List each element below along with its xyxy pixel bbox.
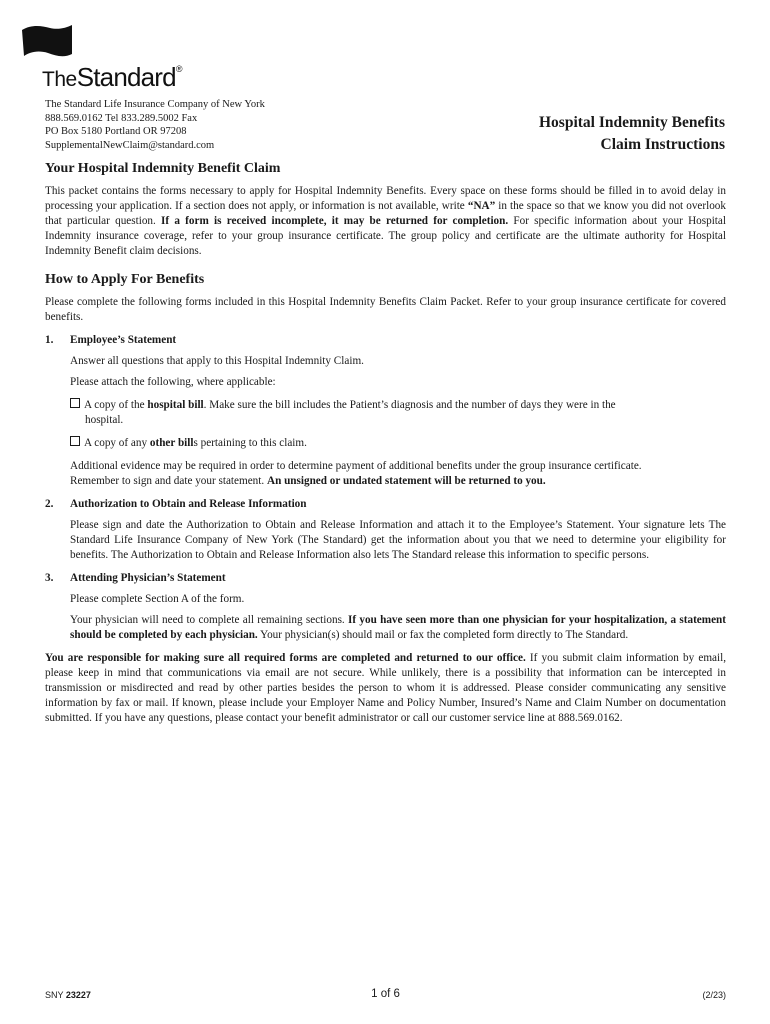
- apply-intro-paragraph: Please complete the following forms included in this Hospital Indemnity Benefits Claim Packet. Refer to your group insurance certificate for covered benefits.: [45, 296, 726, 323]
- checklist-item-hospital-bill: A copy of the hospital bill. Make sure the bill includes the Patient’s diagnosis and the number of days they were in the hospital.: [70, 398, 726, 428]
- company-logo: TheStandard®: [42, 62, 183, 92]
- phone-fax: 888.569.0162 Tel 833.289.5002 Fax: [45, 112, 198, 124]
- po-box: PO Box 5180 Portland OR 97208: [45, 126, 187, 137]
- section-heading-claim: Your Hospital Indemnity Benefit Claim: [45, 161, 281, 176]
- claim-email: SupplementalNewClaim@standard.com: [45, 139, 215, 151]
- checkbox-icon: [70, 436, 80, 446]
- form-number: SNY 23227: [45, 990, 91, 1000]
- page-number: 1 of 6: [371, 988, 400, 1000]
- closing-paragraph: You are responsible for making sure all required forms are completed and returned to our office. If you submit claim information by email, please keep in mind that communications via email are not secure. While unlikely, there is a possibility that information can be intercepted in transmission or misdirected and read by other parties besides the person to whom it is addressed. Please consider communicating any sensitive information by fax or mail. If known, please include your Employer Name and Policy Number, Insured’s Name and Claim Number on documentation submitted. If you have any questions, please contact your benefit administrator or call our customer service line at 888.569.0162.: [45, 652, 726, 724]
- item-employee-statement: 1. Employee’s Statement: [45, 334, 177, 346]
- revision-date: (2/23): [702, 990, 726, 1000]
- section-heading-how-to-apply: How to Apply For Benefits: [45, 272, 205, 287]
- flag-logo-icon: [20, 22, 74, 58]
- document-body: [45, 160, 726, 726]
- company-address: [45, 98, 265, 152]
- claim-intro-paragraph: This packet contains the forms necessary to apply for Hospital Indemnity Benefits. Every space on these forms should be filled in to avoid delay in processing your application. If a section does not apply, or information is not available, write “NA” in the space so that we know you did not overlook that particular question. If a form is received incomplete, it may be returned for completion. For specific information about your Hospital Indemnity insurance coverage, refer to your group insurance certificate. The group policy and certificate are the ultimate authority for Hospital Indemnity Benefit claim decisions.: [45, 185, 726, 257]
- item1-line2: Please attach the following, where applicable:: [70, 376, 276, 388]
- item1-line1: Answer all questions that apply to this Hospital Indemnity Claim.: [70, 355, 364, 367]
- document-title: Hospital Indemnity Benefits Claim Instructions: [538, 114, 725, 153]
- item1-additional-evidence: Additional evidence may be required in order to determine payment of additional benefits under the group insurance certificate. Remember to sign and date your statement. An unsigned or undated statement will be returned to you.: [70, 460, 642, 487]
- item-authorization: 2. Authorization to Obtain and Release Information: [45, 498, 307, 510]
- item2-body: Please sign and date the Authorization to Obtain and Release Information and attach it to the Employee’s Statement. Your signature lets The Standard Life Insurance Company of New York (The Standard) get the information about you that we need to determine your eligibility for benefits. The Authorization to Obtain and Release Information also lets The Standard release this information to specific persons.: [70, 519, 726, 561]
- checklist-item-other-bills: A copy of any other bills pertaining to this claim.: [70, 436, 726, 451]
- company-name: The Standard Life Insurance Company of New York: [45, 99, 265, 110]
- item-physician-statement: 3. Attending Physician’s Statement: [45, 572, 226, 584]
- checkbox-icon: [70, 398, 80, 408]
- item3-body: Your physician will need to complete all remaining sections. If you have seen more than one physician for your hospitalization, a statement should be completed by each physician. Your physician(s) should mail or fax the completed form directly to The Standard.: [70, 614, 726, 641]
- item3-line1: Please complete Section A of the form.: [70, 593, 245, 605]
